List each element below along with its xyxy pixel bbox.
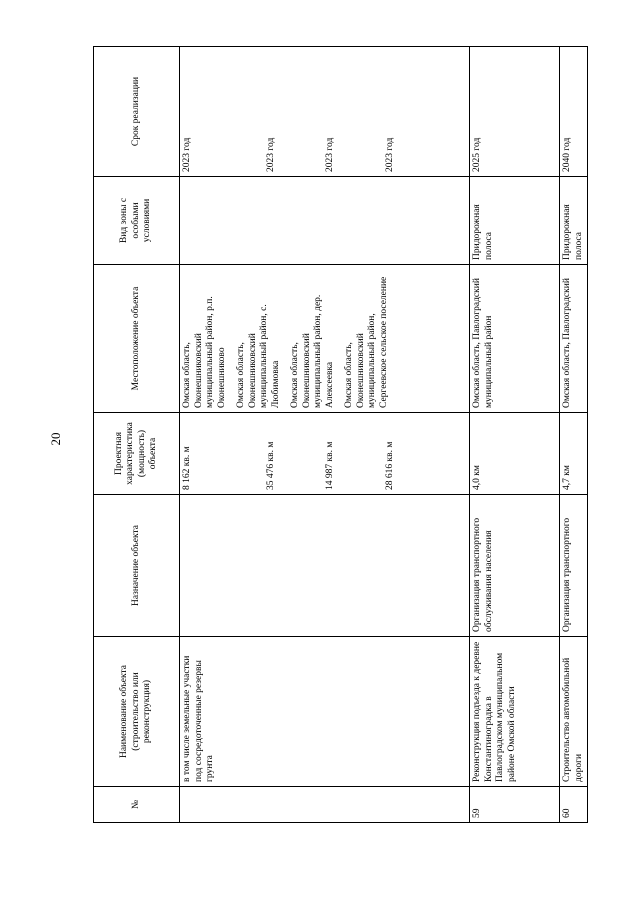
cell-location: Омская область, Павлоградский муниципальный район bbox=[470, 265, 560, 413]
cell-num bbox=[180, 787, 470, 823]
term-item: 2023 год bbox=[182, 137, 192, 172]
header-capacity: Проектная характеристика (мощность) объекта bbox=[94, 413, 180, 495]
table-frame bbox=[93, 47, 582, 823]
cell-capacity: 4,0 км bbox=[470, 413, 560, 495]
cell-name: в том числе земельные участки под сосредоточенные резервы грунта bbox=[180, 637, 470, 787]
page-number: 20 bbox=[48, 432, 63, 446]
cell-name: Строительство автомобильной дороги bbox=[560, 637, 588, 787]
cell-zone bbox=[180, 177, 470, 265]
header-term: Срок реализации bbox=[94, 47, 180, 177]
cell-purpose: Организация транспортного bbox=[560, 495, 588, 637]
capacity-item: 28 616 кв. м bbox=[384, 441, 395, 490]
cell-location: Омская область, Павлоградский bbox=[560, 265, 588, 413]
cell-name: Реконструкция подъезда к деревне Константиноградка в Павлоградском муниципальном районе Омской области bbox=[470, 637, 560, 787]
objects-table bbox=[93, 46, 588, 823]
table-row bbox=[560, 47, 588, 823]
table-row bbox=[470, 47, 560, 823]
header-location: Местоположение объекта bbox=[94, 265, 180, 413]
cell-location bbox=[180, 265, 470, 413]
capacity-item: 14 987 кв. м bbox=[325, 441, 335, 490]
table-header-row bbox=[94, 47, 180, 823]
term-item: 2023 год bbox=[265, 137, 276, 172]
cell-purpose bbox=[180, 495, 470, 637]
header-name: Наименование объекта (строительство или реконструкция) bbox=[94, 637, 180, 787]
cell-zone: Придорожная полоса bbox=[470, 177, 560, 265]
cell-term bbox=[180, 47, 470, 177]
location-item: Омская область, Оконешниковский муниципальный район, р.п. Оконешниково bbox=[182, 296, 227, 408]
cell-num: 60 bbox=[560, 787, 588, 823]
capacity-item: 8 162 кв. м bbox=[182, 446, 192, 490]
header-num: № bbox=[94, 787, 180, 823]
cell-capacity: 4,7 км bbox=[560, 413, 588, 495]
term-item: 2023 год bbox=[384, 137, 395, 172]
location-item: Омская область, Оконешниковский муниципальный район, дер. Алексеевка bbox=[290, 294, 335, 408]
cell-term: 2025 год bbox=[470, 47, 560, 177]
cell-purpose: Организация транспортного обслуживания населения bbox=[470, 495, 560, 637]
cell-capacity bbox=[180, 413, 470, 495]
header-zone: Вид зоны с особыми условиями bbox=[94, 177, 180, 265]
cell-term: 2040 год bbox=[560, 47, 588, 177]
table-row bbox=[180, 47, 470, 823]
capacity-item: 35 476 кв. м bbox=[265, 441, 276, 490]
cell-zone: Придорожная полоса bbox=[560, 177, 588, 265]
cell-num: 59 bbox=[470, 787, 560, 823]
rotated-table-container bbox=[93, 47, 582, 823]
header-purpose: Назначение объекта bbox=[94, 495, 180, 637]
term-item: 2023 год bbox=[325, 137, 335, 172]
location-item: Омская область, Оконешниковский муниципальный район, с. Любимовка bbox=[236, 304, 281, 408]
location-item: Омская область, Оконешниковский муниципальный район, Сергеевское сельское поселение bbox=[344, 276, 389, 408]
